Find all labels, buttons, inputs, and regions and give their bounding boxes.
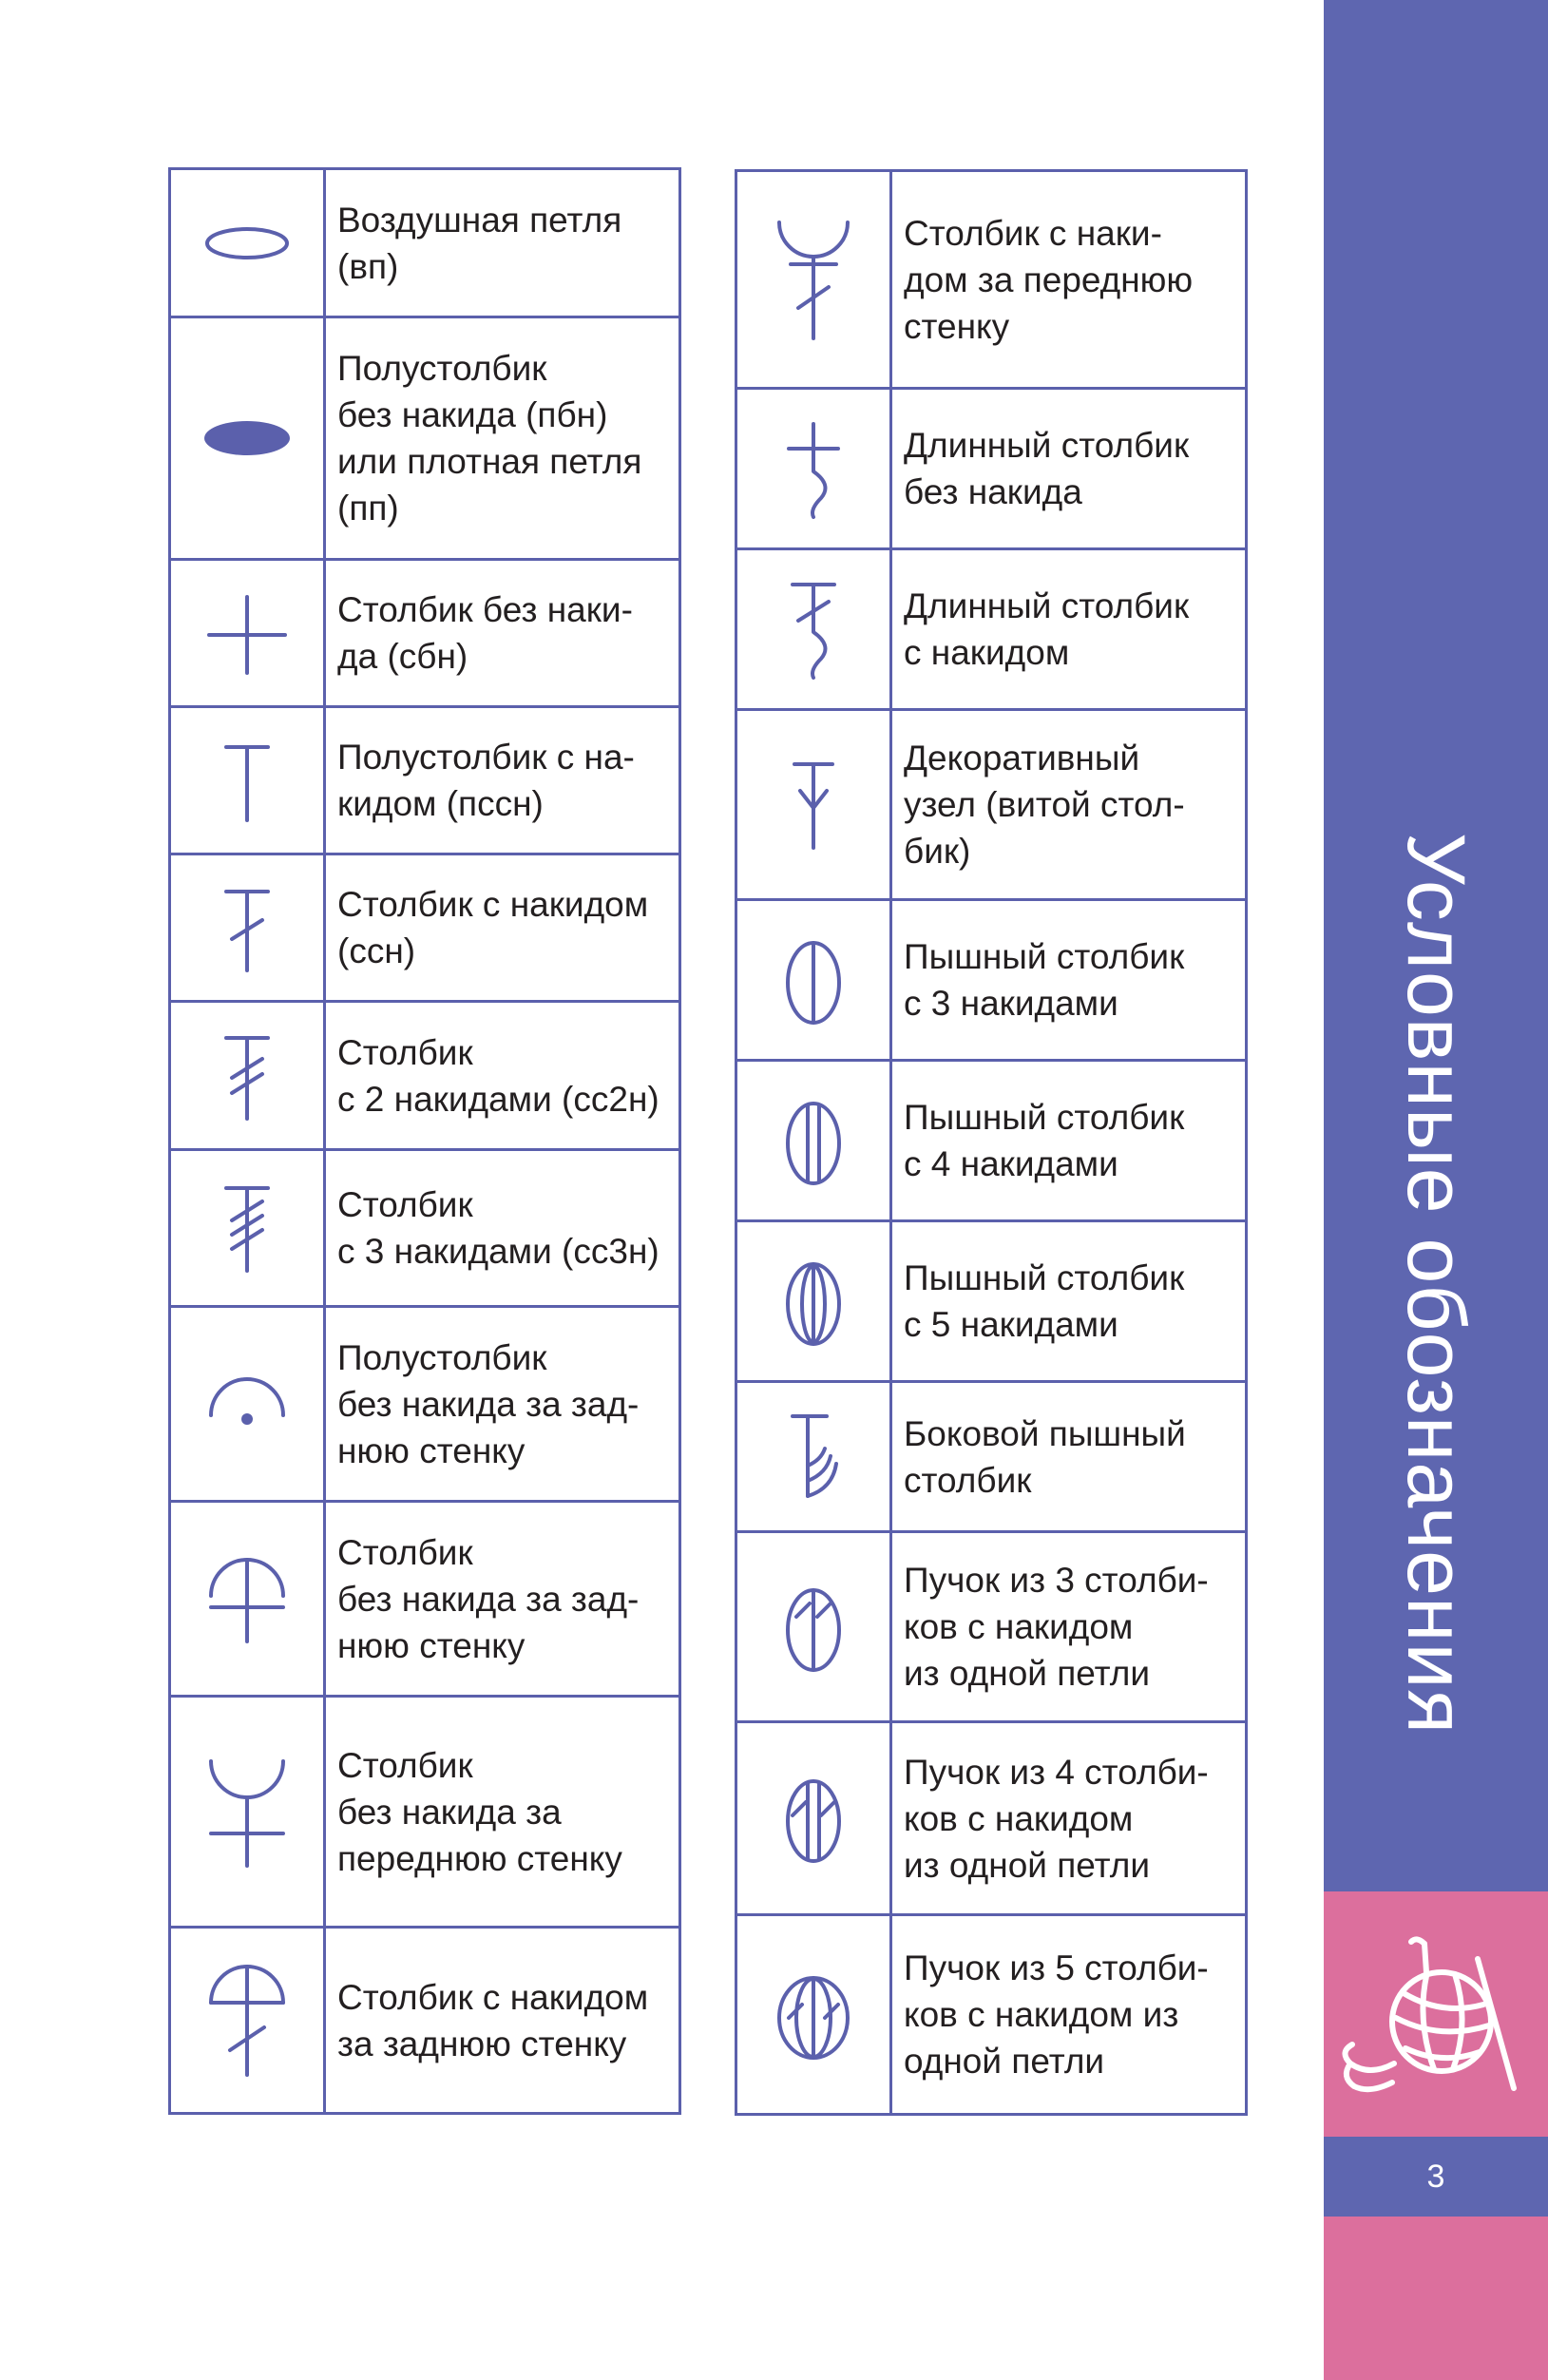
symbol-label: Полустолбик без накида (пбн) или плотная петля (пп)	[325, 317, 680, 560]
table-row	[170, 1697, 680, 1928]
symbol-label: Длинный столбик без накида	[891, 389, 1247, 549]
bottom-block	[1324, 2217, 1548, 2380]
symbol-cell	[736, 549, 891, 710]
puff-5-icon	[766, 1249, 861, 1353]
symbol-cell	[170, 1150, 325, 1307]
symbol-label: Пучок из 5 столби- ков с накидом из одной петли	[891, 1915, 1247, 2115]
twisted-knot-icon	[766, 753, 861, 857]
symbol-label: Столбик с 3 накидами (сс3н)	[325, 1150, 680, 1307]
table-row	[736, 171, 1247, 389]
symbol-cell	[736, 1221, 891, 1382]
cluster-4-icon	[766, 1766, 861, 1871]
symbol-cell	[170, 854, 325, 1002]
symbol-label: Пучок из 3 столби- ков с накидом из одной петли	[891, 1532, 1247, 1722]
table-row	[736, 1382, 1247, 1532]
arc-over-slash-icon	[200, 1959, 295, 2082]
symbol-cell	[736, 389, 891, 549]
t-one-slash-icon	[200, 880, 295, 975]
symbol-label: Пучок из 4 столби- ков с накидом из одной петли	[891, 1722, 1247, 1915]
symbol-cell	[736, 900, 891, 1061]
table-row	[736, 1532, 1247, 1722]
table-row	[170, 1150, 680, 1307]
symbol-label: Столбик с накидом (ссн)	[325, 854, 680, 1002]
arc-dot-icon	[200, 1356, 295, 1451]
table-row	[736, 1915, 1247, 2115]
symbol-label: Боковой пышный столбик	[891, 1382, 1247, 1532]
table-row	[736, 1722, 1247, 1915]
symbol-label: Столбик без накида за зад- нюю стенку	[325, 1502, 680, 1697]
t-two-slash-icon	[200, 1028, 295, 1123]
symbol-label: Декоративный узел (витой стол- бик)	[891, 710, 1247, 900]
symbol-table-left	[168, 167, 681, 2115]
table-row	[736, 549, 1247, 710]
symbol-cell	[736, 1915, 891, 2115]
symbol-label: Пышный столбик с 4 накидами	[891, 1061, 1247, 1221]
t-symbol-icon	[200, 733, 295, 828]
cross-icon	[200, 585, 295, 681]
table-row	[170, 1307, 680, 1502]
symbol-cell	[736, 1061, 891, 1221]
cluster-5-icon	[756, 1963, 870, 2067]
symbol-cell	[170, 560, 325, 707]
side-puff-icon	[766, 1405, 861, 1509]
air-loop-icon	[200, 220, 295, 267]
symbol-cell	[170, 1002, 325, 1150]
table-row	[170, 1002, 680, 1150]
table-row	[170, 1928, 680, 2114]
cup-over-cross-icon	[200, 1750, 295, 1873]
table-row	[170, 1502, 680, 1697]
symbol-cell	[170, 1307, 325, 1502]
symbol-label: Столбик без наки- да (сбн)	[325, 560, 680, 707]
cluster-3-icon	[766, 1575, 861, 1679]
symbol-label: Воздушная петля (вп)	[325, 169, 680, 317]
symbol-label: Полустолбик с на- кидом (пссн)	[325, 707, 680, 854]
symbol-cell	[170, 1502, 325, 1697]
table-row	[736, 900, 1247, 1061]
symbol-cell	[170, 317, 325, 560]
symbol-label: Полустолбик без накида за зад- нюю стенку	[325, 1307, 680, 1502]
t-three-slash-icon	[200, 1180, 295, 1276]
symbol-label: Длинный столбик с накидом	[891, 549, 1247, 710]
table-row	[170, 317, 680, 560]
table-row	[736, 710, 1247, 900]
yarn-ball-icon	[1335, 1934, 1530, 2110]
table-row	[170, 854, 680, 1002]
table-row	[170, 707, 680, 854]
puff-3-icon	[766, 928, 861, 1032]
symbol-cell	[736, 171, 891, 389]
symbol-cell	[170, 1697, 325, 1928]
page-number: 3	[1426, 2158, 1445, 2195]
symbol-label: Пышный столбик с 3 накидами	[891, 900, 1247, 1061]
table-row	[170, 169, 680, 317]
long-cross-icon	[766, 416, 861, 521]
puff-4-icon	[766, 1088, 861, 1193]
symbol-label: Столбик с наки- дом за переднюю стенку	[891, 171, 1247, 389]
symbol-cell	[170, 1928, 325, 2114]
symbol-label: Пышный столбик с 5 накидами	[891, 1221, 1247, 1382]
symbol-cell	[736, 1532, 891, 1722]
filled-oval-icon	[200, 414, 295, 462]
arc-over-cross-icon	[200, 1546, 295, 1651]
side-title	[1324, 684, 1548, 1882]
page-number-band	[1324, 2137, 1548, 2217]
symbol-table-right	[735, 169, 1248, 2116]
symbol-cell	[736, 710, 891, 900]
table-row	[736, 389, 1247, 549]
cup-over-slash-icon	[766, 213, 861, 346]
symbol-cell	[170, 707, 325, 854]
symbol-label: Столбик с 2 накидами (сс2н)	[325, 1002, 680, 1150]
table-row	[736, 1061, 1247, 1221]
symbol-cell	[170, 169, 325, 317]
table-row	[170, 560, 680, 707]
symbol-cell	[736, 1382, 891, 1532]
long-t-slash-icon	[766, 577, 861, 681]
symbol-label: Столбик с накидом за заднюю стенку	[325, 1928, 680, 2114]
symbol-cell	[736, 1722, 891, 1915]
table-row	[736, 1221, 1247, 1382]
symbol-label: Столбик без накида за переднюю стенку	[325, 1697, 680, 1928]
page-title: Условные обозначения	[1390, 832, 1482, 1735]
